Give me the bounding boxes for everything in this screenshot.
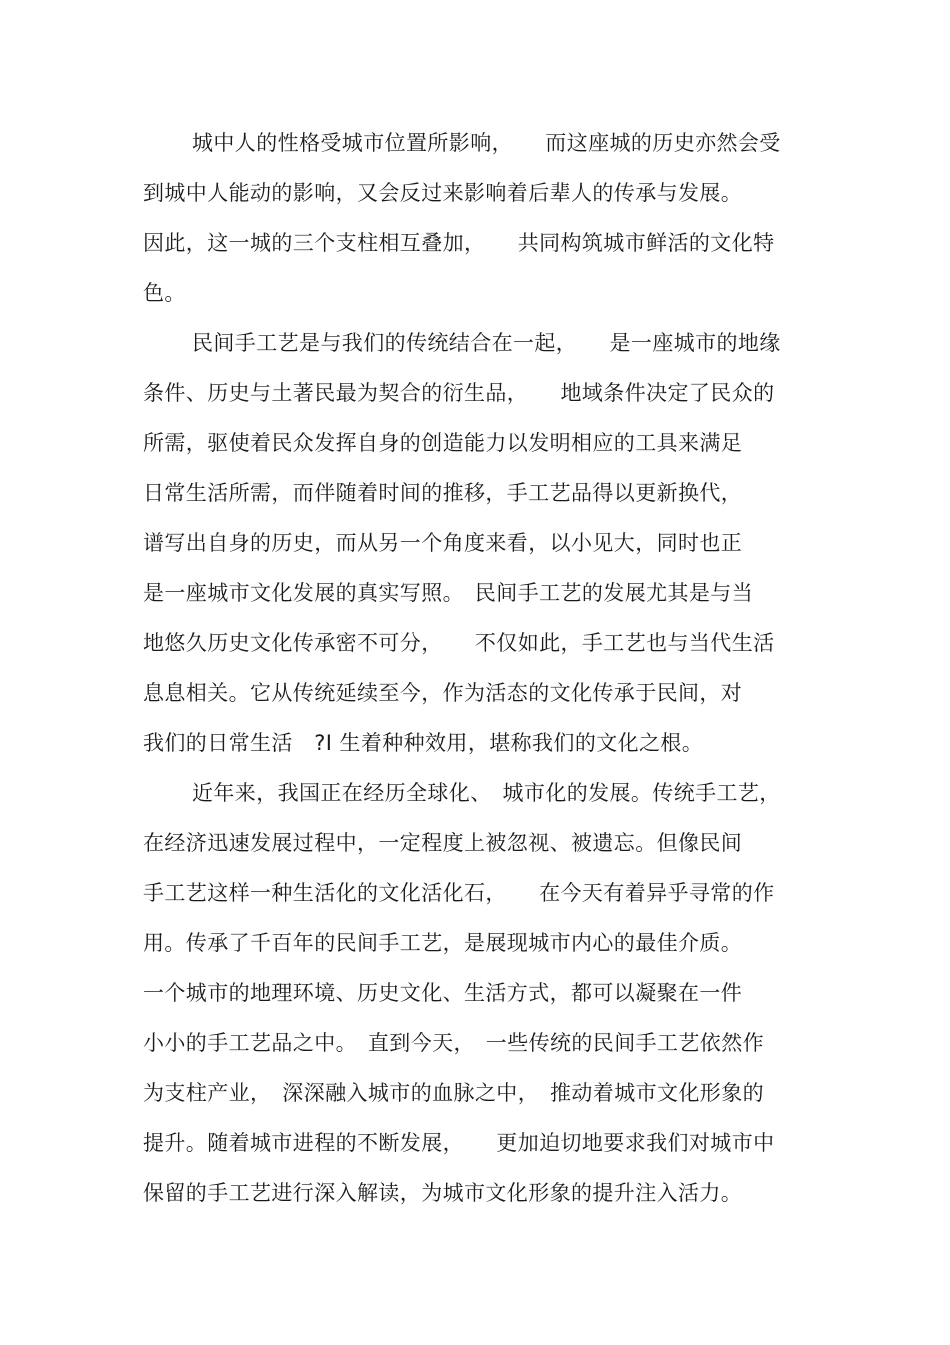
paragraph-1 <box>143 118 823 318</box>
text-line: 地悠久历史文化传承密不可分， 不仅如此，手工艺也与当代生活 <box>143 631 775 655</box>
text-line: 民间手工艺是与我们的传统结合在一起， 是一座城市的地缘 <box>192 331 781 355</box>
text-line: 谱写出自身的历史，而从另一个角度来看，以小见大，同时也正 <box>143 531 743 555</box>
text-line: 因此，这一城的三个支柱相互叠加， 共同构筑城市鲜活的文化特 <box>143 231 775 255</box>
text-line: 所需，驱使着民众发挥自身的创造能力以发明相应的工具来满足 <box>143 431 743 455</box>
text-line: 息息相关。它从传统延续至今，作为活态的文化传承于民间，对 <box>143 681 743 705</box>
text-line: 提升。随着城市进程的不断发展， 更加迫切地要求我们对城市中 <box>143 1131 775 1155</box>
text-line: 色。 <box>143 281 186 305</box>
text-line: 保留的手工艺进行深入解读，为城市文化形象的提升注入活力。 <box>143 1181 743 1205</box>
text-line: 日常生活所需，而伴随着时间的推移，手工艺品得以更新换代， <box>143 481 743 505</box>
paragraph-3 <box>143 768 823 1218</box>
paragraph-2 <box>143 318 823 768</box>
text-line: 是一座城市文化发展的真实写照。 民间手工艺的发展尤其是与当 <box>143 581 754 605</box>
text-line: 条件、历史与土著民最为契合的衍生品， 地域条件决定了民众的 <box>143 381 775 405</box>
text-line: 在经济迅速发展过程中，一定程度上被忽视、被遗忘。但像民间 <box>143 831 743 855</box>
text-line: 手工艺这样一种生活化的文化活化石， 在今天有着异乎寻常的作 <box>143 881 775 905</box>
text-line: 到城中人能动的影响，又会反过来影响着后辈人的传承与发展。 <box>143 181 743 205</box>
text-line: 小小的手工艺品之中。 直到今天， 一些传统的民间手工艺依然作 <box>143 1031 764 1055</box>
text-line: 城中人的性格受城市位置所影响， 而这座城的历史亦然会受 <box>192 131 781 155</box>
text-line: 为支柱产业， 深深融入城市的血脉之中， 推动着城市文化形象的 <box>143 1081 764 1105</box>
text-line: 近年来，我国正在经历全球化、 城市化的发展。传统手工艺， <box>192 781 781 805</box>
text-line: 一个城市的地理环境、历史文化、生活方式，都可以凝聚在一件 <box>143 981 743 1005</box>
text-line: 我们的日常生活 ?I 生着种种效用，堪称我们的文化之根。 <box>143 731 704 755</box>
text-line: 用。传承了千百年的民间手工艺，是展现城市内心的最佳介质。 <box>143 931 743 955</box>
body-text <box>143 118 823 1218</box>
